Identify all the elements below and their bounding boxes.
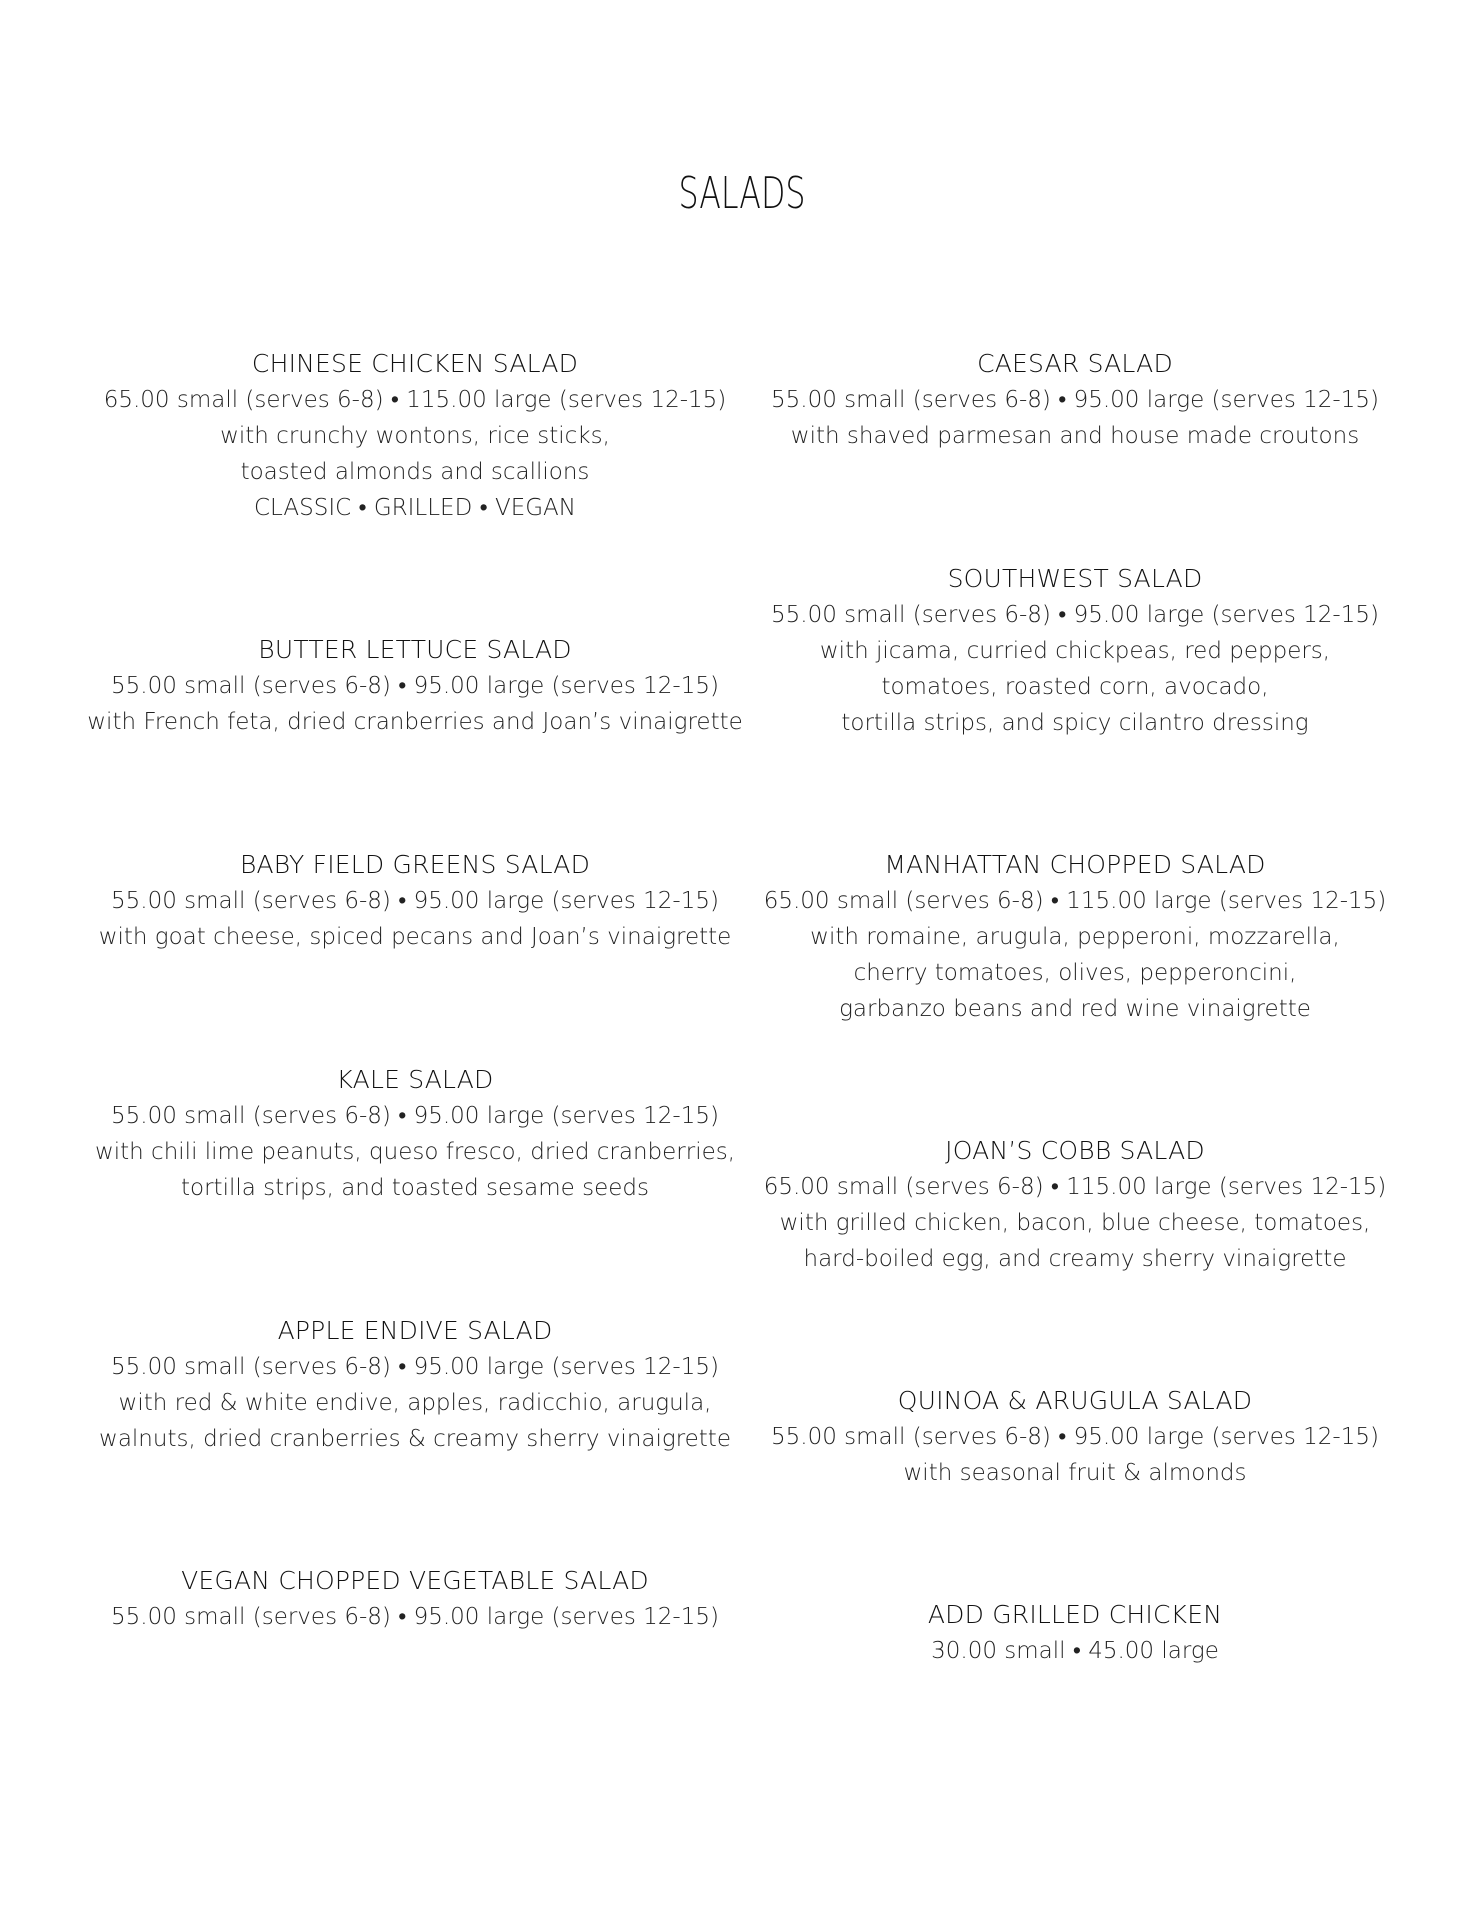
item-name: QUINOA & ARUGULA SALAD (897, 1386, 1253, 1415)
menu-item-add-grilled-chicken (720, 1597, 1430, 1669)
item-price: 65.00 small (serves 6-8) • 115.00 large (serves 12-15) (103, 387, 727, 413)
item-price: 55.00 small (serves 6-8) • 95.00 large (serves 12-15) (111, 888, 719, 914)
item-name: BABY FIELD GREENS SALAD (239, 850, 591, 879)
item-description: hard-boiled egg, and creamy sherry vinaigrette (803, 1246, 1347, 1272)
item-name: CHINESE CHICKEN SALAD (251, 349, 579, 378)
menu-item-kale-salad (60, 1062, 770, 1206)
item-description: garbanzo beans and red wine vinaigrette (839, 996, 1311, 1022)
item-price: 55.00 small (serves 6-8) • 95.00 large (serves 12-15) (771, 387, 1379, 413)
menu-item-butter-lettuce-salad (60, 632, 770, 740)
item-price: 55.00 small (serves 6-8) • 95.00 large (serves 12-15) (771, 1424, 1379, 1450)
item-price: 55.00 small (serves 6-8) • 95.00 large (serves 12-15) (771, 602, 1379, 628)
menu-item-quinoa-arugula-salad (720, 1383, 1430, 1491)
item-description: with crunchy wontons, rice sticks, (220, 423, 610, 449)
page-title: SALADS (678, 168, 806, 219)
item-description: cherry tomatoes, olives, pepperoncini, (853, 960, 1297, 986)
item-name: MANHATTAN CHOPPED SALAD (884, 850, 1266, 879)
item-name: CAESAR SALAD (977, 349, 1173, 378)
menu-item-chinese-chicken-salad (60, 346, 770, 526)
item-description: with French feta, dried cranberries and Joan’s vinaigrette (87, 709, 743, 735)
item-name: JOAN’S COBB SALAD (945, 1136, 1205, 1165)
item-description: tomatoes, roasted corn, avocado, (881, 674, 1269, 700)
item-description: toasted almonds and scallions (240, 459, 590, 485)
menu-item-manhattan-chopped-salad (720, 847, 1430, 1027)
item-description: with jicama, curried chickpeas, red peppers, (819, 638, 1331, 664)
item-description: with grilled chicken, bacon, blue cheese, tomatoes, (779, 1210, 1371, 1236)
menu-item-southwest-salad (720, 561, 1430, 741)
item-price: 65.00 small (serves 6-8) • 115.00 large (serves 12-15) (763, 1174, 1387, 1200)
item-price: 30.00 small • 45.00 large (931, 1638, 1219, 1664)
item-description: with shaved parmesan and house made croutons (790, 423, 1360, 449)
item-price: 65.00 small (serves 6-8) • 115.00 large (serves 12-15) (763, 888, 1387, 914)
item-name: KALE SALAD (336, 1065, 494, 1094)
item-options: CLASSIC • GRILLED • VEGAN (253, 495, 576, 521)
menu-item-baby-field-greens-salad (60, 847, 770, 955)
item-description: with goat cheese, spiced pecans and Joan’s vinaigrette (98, 924, 732, 950)
item-price: 55.00 small (serves 6-8) • 95.00 large (serves 12-15) (111, 1604, 719, 1630)
item-description: walnuts, dried cranberries & creamy sherry vinaigrette (99, 1426, 731, 1452)
item-name: BUTTER LETTUCE SALAD (258, 635, 572, 664)
item-description: with red & white endive, apples, radicchio, arugula, (118, 1390, 712, 1416)
item-description: with seasonal fruit & almonds (903, 1460, 1247, 1486)
menu-item-vegan-chopped-vegetable-salad (60, 1563, 770, 1635)
item-price: 55.00 small (serves 6-8) • 95.00 large (serves 12-15) (111, 673, 719, 699)
item-description: tortilla strips, and toasted sesame seeds (181, 1175, 649, 1201)
item-price: 55.00 small (serves 6-8) • 95.00 large (serves 12-15) (111, 1354, 719, 1380)
item-name: ADD GRILLED CHICKEN (927, 1600, 1223, 1629)
item-description: tortilla strips, and spicy cilantro dressing (841, 710, 1309, 736)
menu-item-apple-endive-salad (60, 1313, 770, 1457)
menu-item-joans-cobb-salad (720, 1133, 1430, 1277)
item-name: APPLE ENDIVE SALAD (277, 1316, 553, 1345)
menu-item-caesar-salad (720, 346, 1430, 454)
item-description: with chili lime peanuts, queso fresco, dried cranberries, (94, 1139, 736, 1165)
item-description: with romaine, arugula, pepperoni, mozzarella, (810, 924, 1340, 950)
item-price: 55.00 small (serves 6-8) • 95.00 large (serves 12-15) (111, 1103, 719, 1129)
item-name: SOUTHWEST SALAD (947, 564, 1203, 593)
item-name: VEGAN CHOPPED VEGETABLE SALAD (181, 1566, 649, 1595)
